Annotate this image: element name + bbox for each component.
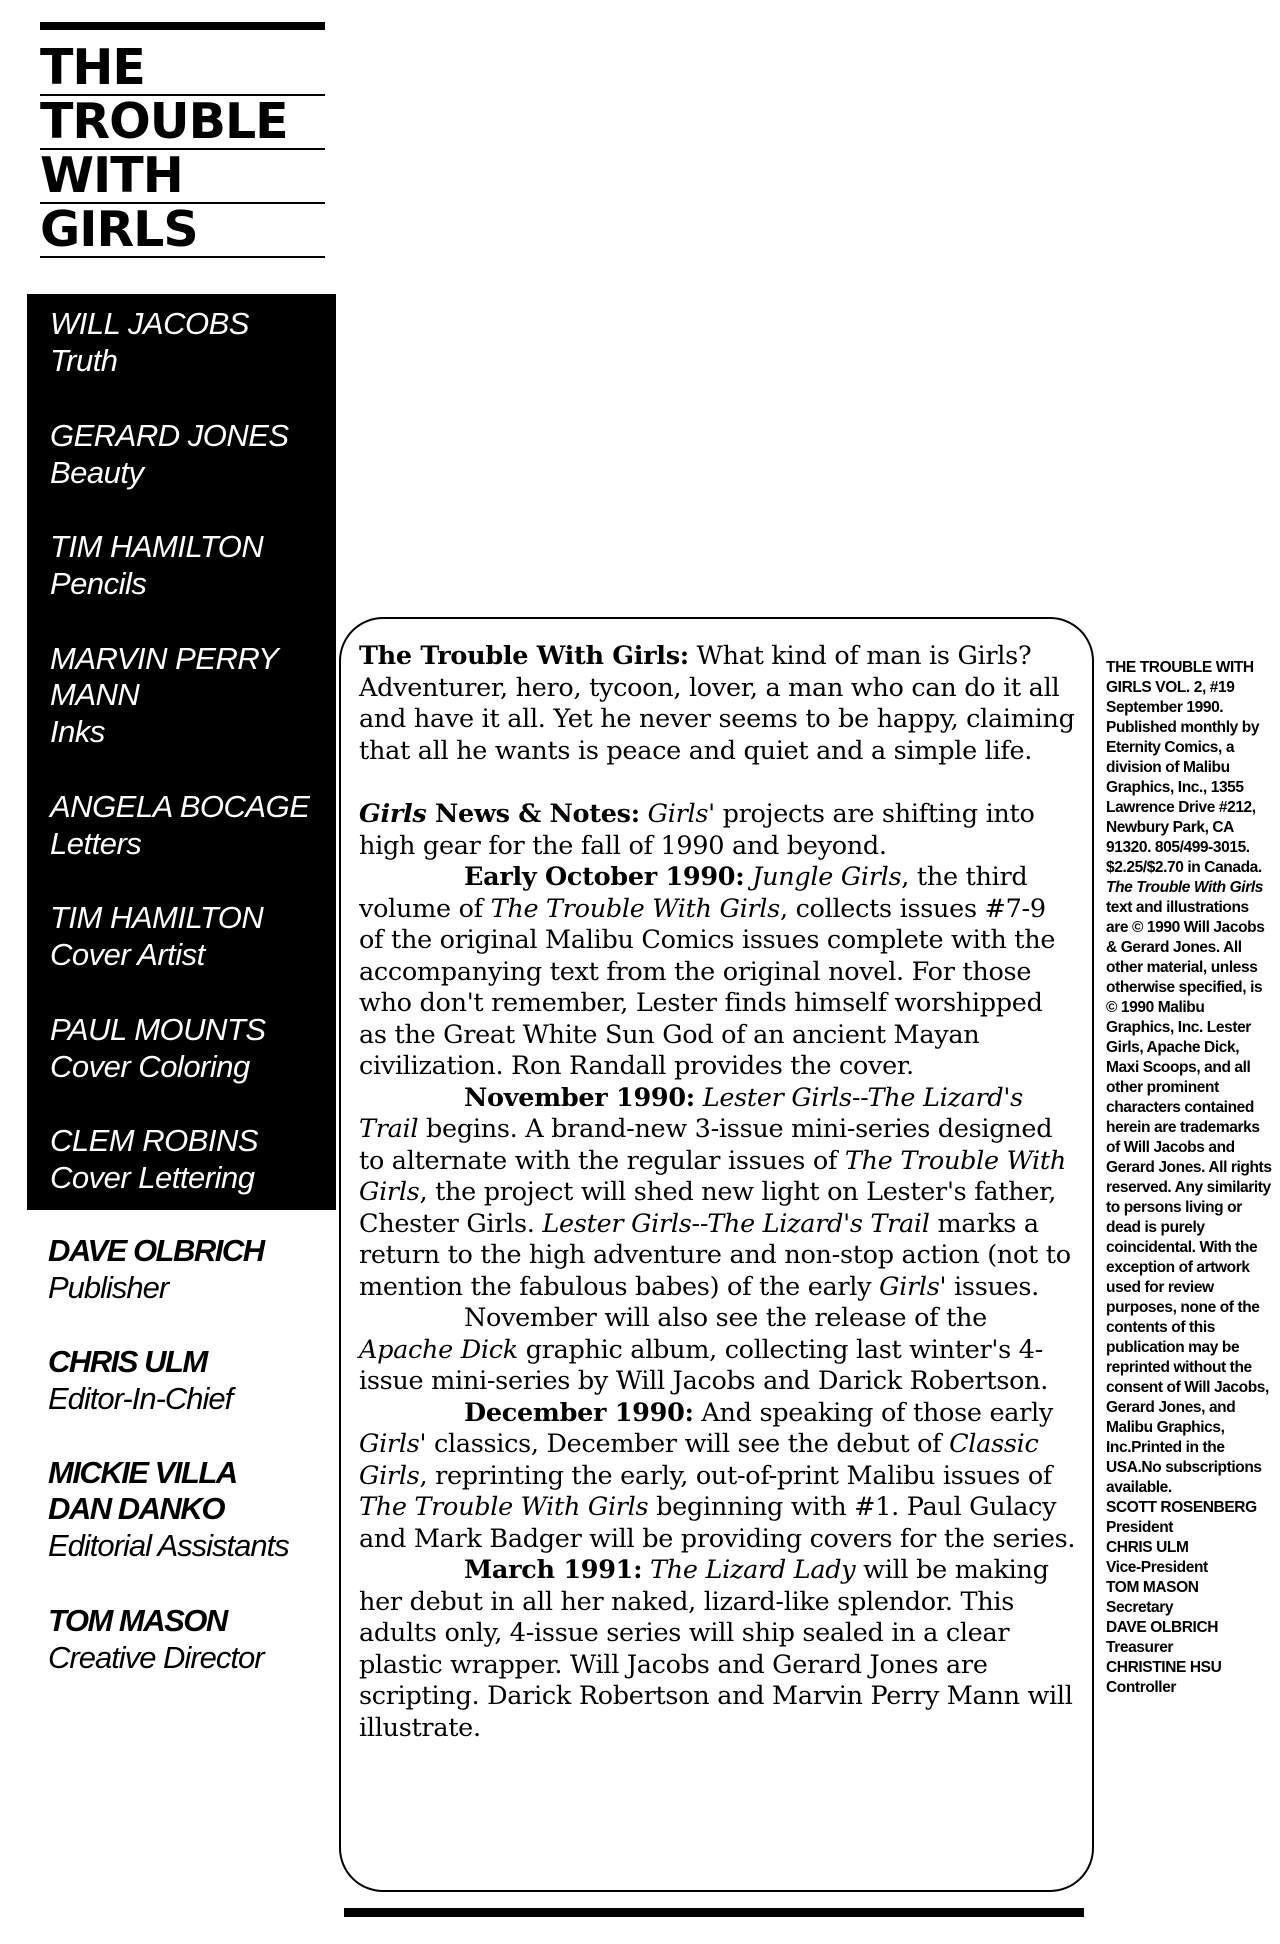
credit-role: Letters [50,826,142,861]
officer-title: Controller [1106,1679,1177,1696]
credit-name: CLEM ROBINS [50,1123,259,1158]
credit-name: PAUL MOUNTS [50,1012,266,1047]
credit-name: MARVIN PERRY [50,641,279,676]
credit-cover-colorist [50,1012,330,1086]
credit-name: TIM HAMILTON [50,900,264,935]
staff-role: Editorial Assistants [48,1528,289,1563]
credit-inker [50,641,330,751]
staff-editor-in-chief [48,1344,348,1418]
credit-name: TIM HAMILTON [50,529,264,564]
staff-creative-director [48,1603,348,1677]
credit-role: Cover Artist [50,937,205,972]
credit-role: Cover Lettering [50,1160,255,1195]
news-item-november-album: November will also see the release of the Apache Dick graphic album, collecting last winter's 4-issue mini-series by Will Jacobs and Darick Robertson. [359,1303,1049,1396]
logo-line-2: TROUBLE [40,96,325,150]
officer-list [1106,1498,1274,1698]
staff-role: Creative Director [48,1640,264,1675]
logo-line-4: GIRLS [40,204,325,258]
logo-top-rule [40,22,325,30]
news-item-november: November 1990: Lester Girls--The Lizard's Trail begins. A brand-new 3-issue mini-series designed to alternate with the regular issues of The Trouble With Girls, the project will shed new light on Lester's father, Chester Girls. Lester Girls--The Lizard's Trail marks a return to the high adventure and non-stop action (not to mention the fabulous babes) of the early Girls' issues. [359,1082,1071,1302]
officer-name: SCOTT ROSENBERG [1106,1499,1257,1516]
news-notes-intro: Girls News & Notes: Girls' projects are shifting into high gear for the fall of 1990 and beyond. [359,799,1035,861]
credit-role: Pencils [50,566,147,601]
credit-name: ANGELA BOCAGE [50,789,310,824]
staff-publisher [48,1233,348,1307]
news-panel [339,617,1094,1892]
credit-name: GERARD JONES [50,418,289,453]
officer-title: President [1106,1519,1174,1536]
staff-name: CHRIS ULM [48,1344,207,1379]
credit-role: Inks [50,714,105,749]
credit-writer-2 [50,418,330,492]
credit-penciller [50,529,330,603]
staff-name: MICKIE VILLA [48,1455,237,1490]
indicia-title: The Trouble With Girls [1106,879,1263,896]
officer-name: TOM MASON [1106,1579,1199,1596]
indicia [1106,658,1274,1698]
staff-role: Publisher [48,1270,169,1305]
credit-cover-letterer [50,1123,330,1197]
news-item-december: December 1990: And speaking of those early Girls' classics, December will see the debut of Classic Girls, reprinting the early, out-of-print Malibu issues of The Trouble With Girls beginning with #1. Paul Gulacy and Mark Badger will be providing covers for the series. [359,1397,1076,1554]
masthead-logo [40,22,325,258]
logo-line-1: THE [40,42,325,96]
officer-title: Vice-President [1106,1559,1208,1576]
indicia-text: THE TROUBLE WITH GIRLS VOL. 2, #19 September 1990. Published monthly by Eternity Comics, a division of Malibu Graphics, Inc., 1355 Lawrence Drive #212, Newbury Park, CA 91320. 805/499-3015. $2.25/$2.70 in Canada. [1106,659,1262,876]
credit-writer-1 [50,306,330,380]
staff-name-line2: DAN DANKO [48,1491,224,1526]
officer-name: DAVE OLBRICH [1106,1619,1219,1636]
indicia-text-2: text and illustrations are © 1990 Will Jacobs & Gerard Jones. All other material, unless otherwise specified, is © 1990 Malibu Graphics, Inc. Lester Girls, Apache Dick, Maxi Scoops, and all other prominent characters contained herein are trademarks of Will Jacobs and Gerard Jones. All rights reserved. Any similarity to persons living or dead is purely coincidental. With the exception of artwork used for review purposes, none of the contents of this publication may be reprinted without the consent of Will Jacobs, Gerard Jones, and Malibu Graphics, Inc.Printed in the USA.No subscriptions available. [1106,899,1272,1496]
staff-editorial-assistants [48,1455,348,1565]
credit-name: WILL JACOBS [50,306,249,341]
credit-cover-artist [50,900,330,974]
officer-title: Treasurer [1106,1639,1174,1656]
credit-letterer [50,789,330,863]
credit-role: Cover Coloring [50,1049,250,1084]
officer-name: CHRISTINE HSU [1106,1659,1222,1676]
staff-role: Editor-In-Chief [48,1381,233,1416]
credit-role: Beauty [50,455,144,490]
credit-role: Truth [50,343,118,378]
logo-line-3: WITH [40,150,325,204]
credit-name-line2: MANN [50,677,140,712]
news-item-march: March 1991: The Lizard Lady will be making her debut in all her naked, lizard-like splendor. This adults only, 4-issue series will ship sealed in a clear plastic wrapper. Will Jacobs and Gerard Jones are scripting. Darick Robertson and Marvin Perry Mann will illustrate. [359,1555,1073,1743]
staff-name: TOM MASON [48,1603,227,1638]
officer-name: CHRIS ULM [1106,1539,1189,1556]
staff-name: DAVE OLBRICH [48,1233,264,1268]
officer-title: Secretary [1106,1599,1174,1616]
news-intro: The Trouble With Girls: What kind of man is Girls? Adventurer, hero, tycoon, lover, a man who can do it all and have it all. Yet he never seems to be happy, claiming that all he wants is peace and quiet and a simple life. [359,641,1075,766]
bottom-rule [344,1908,1084,1917]
news-item-october: Early October 1990: Jungle Girls, the third volume of The Trouble With Girls, collects issues #7-9 of the original Malibu Comics issues complete with the accompanying text from the original novel. For those who don't remember, Lester finds himself worshipped as the Great White Sun God of an ancient Mayan civilization. Ron Randall provides the cover. [359,862,1056,1081]
